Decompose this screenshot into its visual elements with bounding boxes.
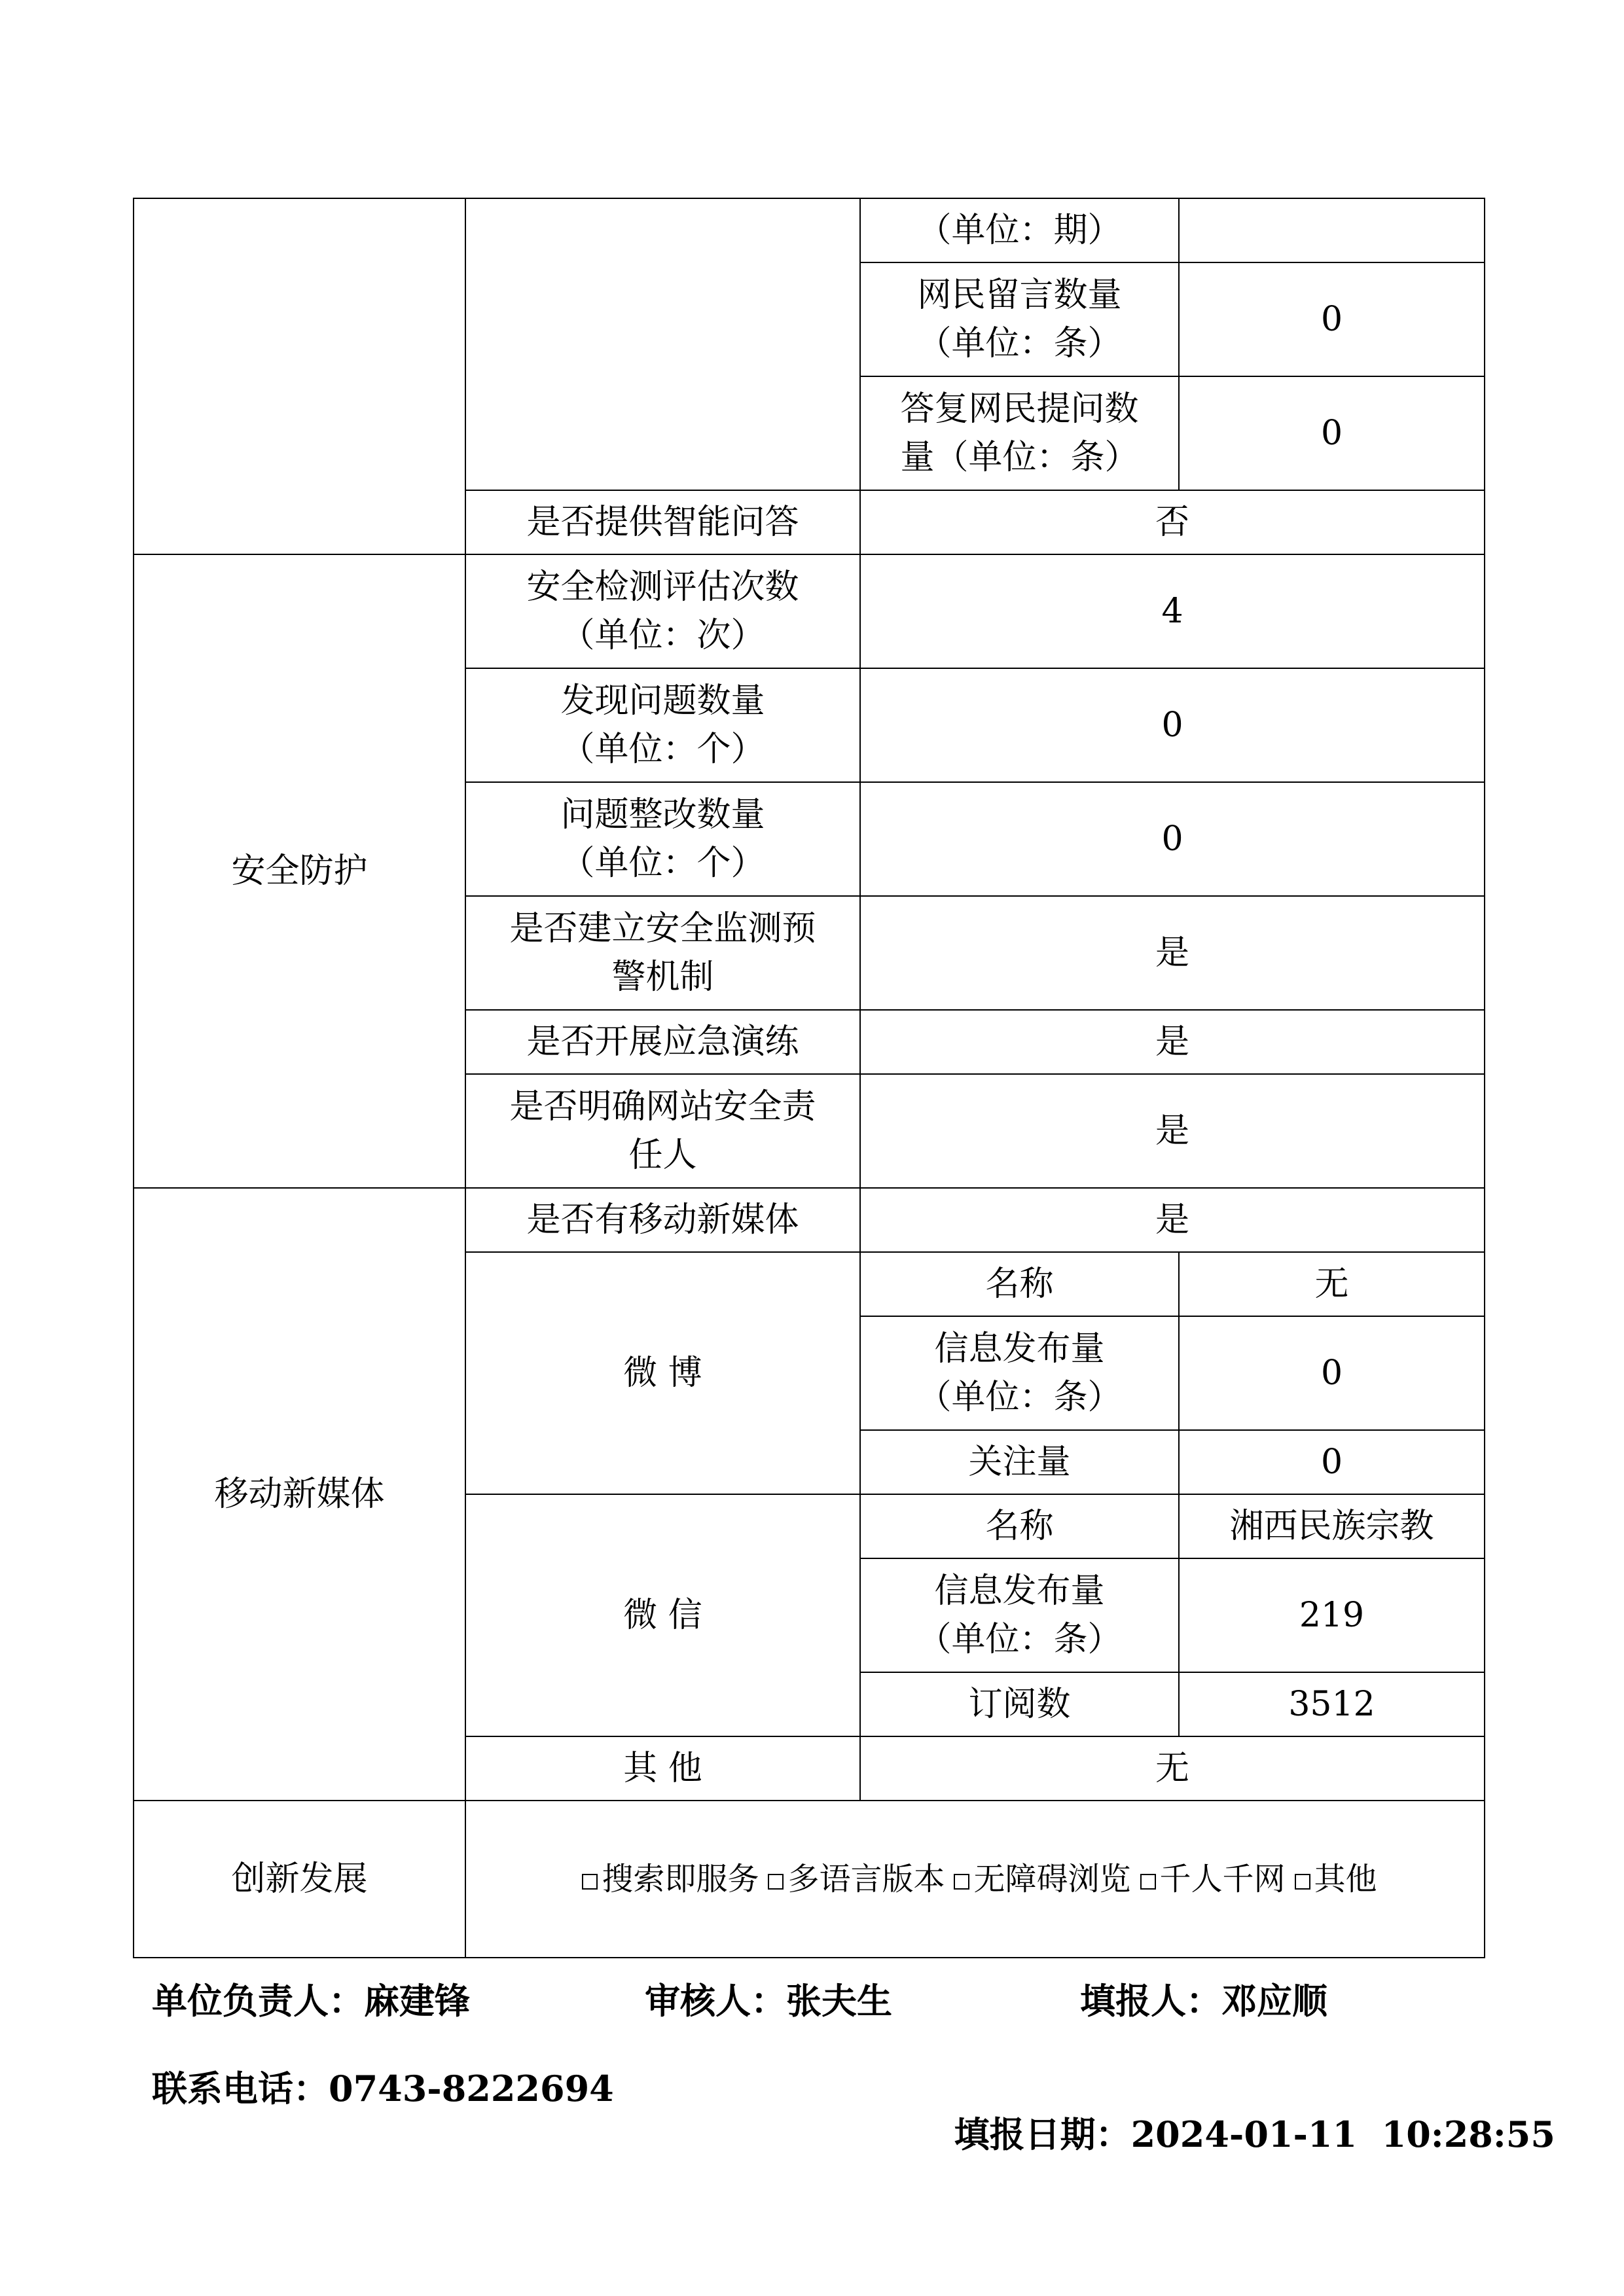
weixin-sub-label: 订阅数 (860, 1672, 1179, 1736)
weibo-label: 微 博 (465, 1252, 860, 1494)
checkbox-icon[interactable] (1295, 1874, 1310, 1890)
security-row-label: 是否建立安全监测预 警机制 (465, 896, 860, 1010)
security-row-label: 问题整改数量 （单位：个） (465, 782, 860, 896)
checkbox-icon[interactable] (768, 1874, 784, 1890)
footer-head (152, 1978, 470, 2024)
report-table (133, 198, 1485, 1958)
weixin-name-label: 名称 (860, 1494, 1179, 1558)
smart-qa-value: 否 (860, 490, 1485, 554)
reply-count-label: 答复网民提问数 量（单位：条） (860, 376, 1179, 490)
innovation-option[interactable]: 无障碍浏览 (945, 1861, 1130, 1897)
weixin-sub-value: 3512 (1179, 1672, 1485, 1736)
security-row-value: 是 (860, 896, 1485, 1010)
other-media-label: 其 他 (465, 1736, 860, 1801)
mobile-section-label: 移动新媒体 (134, 1188, 465, 1801)
security-row-label: 安全检测评估次数 （单位：次） (465, 554, 860, 668)
phone-value: 0743-8222694 (329, 2068, 614, 2109)
weibo-pub-value: 0 (1179, 1316, 1485, 1430)
weixin-label: 微 信 (465, 1494, 860, 1736)
footer-phone (152, 2066, 614, 2111)
footer-filler (1080, 1978, 1327, 2024)
weixin-pub-label: 信息发布量 （单位：条） (860, 1558, 1179, 1672)
security-row-value: 是 (860, 1010, 1485, 1074)
filler-label: 填报人： (1080, 1980, 1221, 2022)
message-count-value: 0 (1179, 262, 1485, 376)
filler-name: 邓应顺 (1221, 1980, 1327, 2022)
smart-qa-label: 是否提供智能问答 (465, 490, 860, 554)
innovation-section-label: 创新发展 (134, 1801, 465, 1958)
date-value: 2024-01-11 10:28:55 (1130, 2113, 1555, 2155)
weibo-pub-label: 信息发布量 （单位：条） (860, 1316, 1179, 1430)
reviewer-label: 审核人： (645, 1980, 786, 2022)
period-unit-label: （单位：期） (860, 198, 1179, 262)
section-cell-continued (134, 198, 465, 554)
subsection-cell-continued (465, 198, 860, 490)
weibo-follow-label: 关注量 (860, 1430, 1179, 1494)
footer-reviewer (645, 1978, 892, 2024)
checkbox-icon[interactable] (1140, 1874, 1156, 1890)
weibo-follow-value: 0 (1179, 1430, 1485, 1494)
security-row-value: 4 (860, 554, 1485, 668)
period-value (1179, 198, 1485, 262)
security-row-value: 0 (860, 668, 1485, 782)
weibo-name-value: 无 (1179, 1252, 1485, 1316)
weixin-name-value: 湘西民族宗教 (1179, 1494, 1485, 1558)
innovation-option[interactable]: 其他 (1286, 1861, 1377, 1897)
weixin-pub-value: 219 (1179, 1558, 1485, 1672)
reviewer-name: 张夫生 (786, 1980, 892, 2022)
message-count-label: 网民留言数量 （单位：条） (860, 262, 1179, 376)
security-row-label: 是否开展应急演练 (465, 1010, 860, 1074)
head-name: 麻建锋 (364, 1980, 470, 2022)
innovation-options (465, 1801, 1485, 1958)
checkbox-icon[interactable] (582, 1874, 598, 1890)
innovation-option[interactable]: 搜索即服务 (573, 1861, 759, 1897)
weibo-name-label: 名称 (860, 1252, 1179, 1316)
security-row-value: 是 (860, 1074, 1485, 1188)
security-section-label: 安全防护 (134, 554, 465, 1188)
footer-date (929, 2066, 1555, 2157)
other-media-value: 无 (860, 1736, 1485, 1801)
innovation-option[interactable]: 千人千网 (1131, 1861, 1286, 1897)
security-row-value: 0 (860, 782, 1485, 896)
security-row-label: 发现问题数量 （单位：个） (465, 668, 860, 782)
phone-label: 联系电话： (152, 2068, 329, 2109)
reply-count-value: 0 (1179, 376, 1485, 490)
date-label: 填报日期： (954, 2113, 1131, 2155)
has-mobile-label: 是否有移动新媒体 (465, 1188, 860, 1252)
head-label: 单位负责人： (152, 1980, 364, 2022)
checkbox-icon[interactable] (954, 1874, 969, 1890)
has-mobile-value: 是 (860, 1188, 1485, 1252)
innovation-option[interactable]: 多语言版本 (759, 1861, 945, 1897)
security-row-label: 是否明确网站安全责 任人 (465, 1074, 860, 1188)
